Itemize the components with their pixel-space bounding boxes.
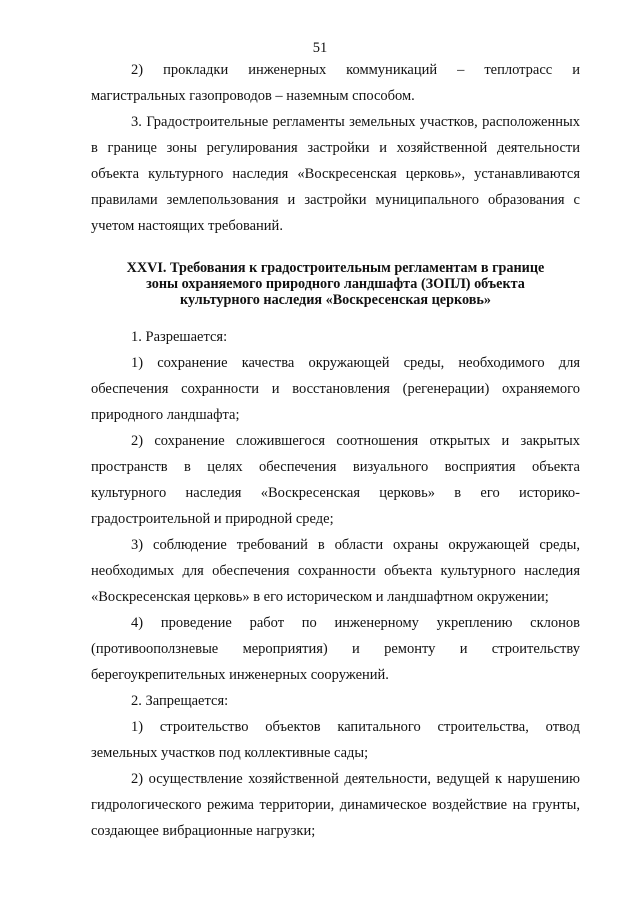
paragraph: 1. Разрешается: bbox=[131, 329, 228, 345]
paragraph: 2) прокладки инженерных коммуникаций – теплотрасс и магистральных газопроводов – наземным способом. bbox=[91, 62, 580, 104]
section-heading-line: культурного наследия «Воскресенская церковь» bbox=[180, 292, 491, 308]
paragraph: 3. Градостроительные регламенты земельных участков, расположенных в границе зоны регулирования застройки и хозяйственной деятельности объекта культурного наследия «Воскресенская церковь», устанавливаются правилами землепользования и застройки муниципального образования с учетом настоящих требований. bbox=[91, 114, 580, 234]
intro-text bbox=[91, 57, 580, 239]
paragraph: 1) строительство объектов капитального строительства, отвод земельных участков под коллективные сады; bbox=[91, 719, 580, 761]
paragraph: 2. Запрещается: bbox=[131, 693, 229, 709]
paragraph: 2) сохранение сложившегося соотношения открытых и закрытых пространств в целях обеспечения визуального восприятия объекта культурного наследия «Воскресенская церковь» в его историко-градостроительной и природной среде; bbox=[91, 433, 580, 527]
section-heading bbox=[91, 260, 580, 308]
section-heading-line: XXVI. Требования к градостроительным регламентам в границе bbox=[126, 260, 545, 276]
section-heading-line: зоны охраняемого природного ландшафта (ЗОПЛ) объекта bbox=[146, 276, 525, 292]
paragraph: 1) сохранение качества окружающей среды, необходимого для обеспечения сохранности и восстановления (регенерации) охраняемого природного ландшафта; bbox=[91, 355, 580, 423]
paragraph: 3) соблюдение требований в области охраны окружающей среды, необходимых для обеспечения сохранности объекта культурного наследия «Воскресенская церковь» в его историческом и ландшафтном окружении; bbox=[91, 537, 580, 605]
paragraph: 4) проведение работ по инженерному укреплению склонов (противооползневые мероприятия) и ремонту и строительству берегоукрепительных инженерных сооружений. bbox=[91, 615, 580, 683]
page-number: 51 bbox=[312, 40, 328, 56]
paragraph: 2) осуществление хозяйственной деятельности, ведущей к нарушению гидрологического режима территории, динамическое воздействие на грунты, создающее вибрационные нагрузки; bbox=[91, 771, 580, 839]
section-body bbox=[91, 324, 580, 844]
